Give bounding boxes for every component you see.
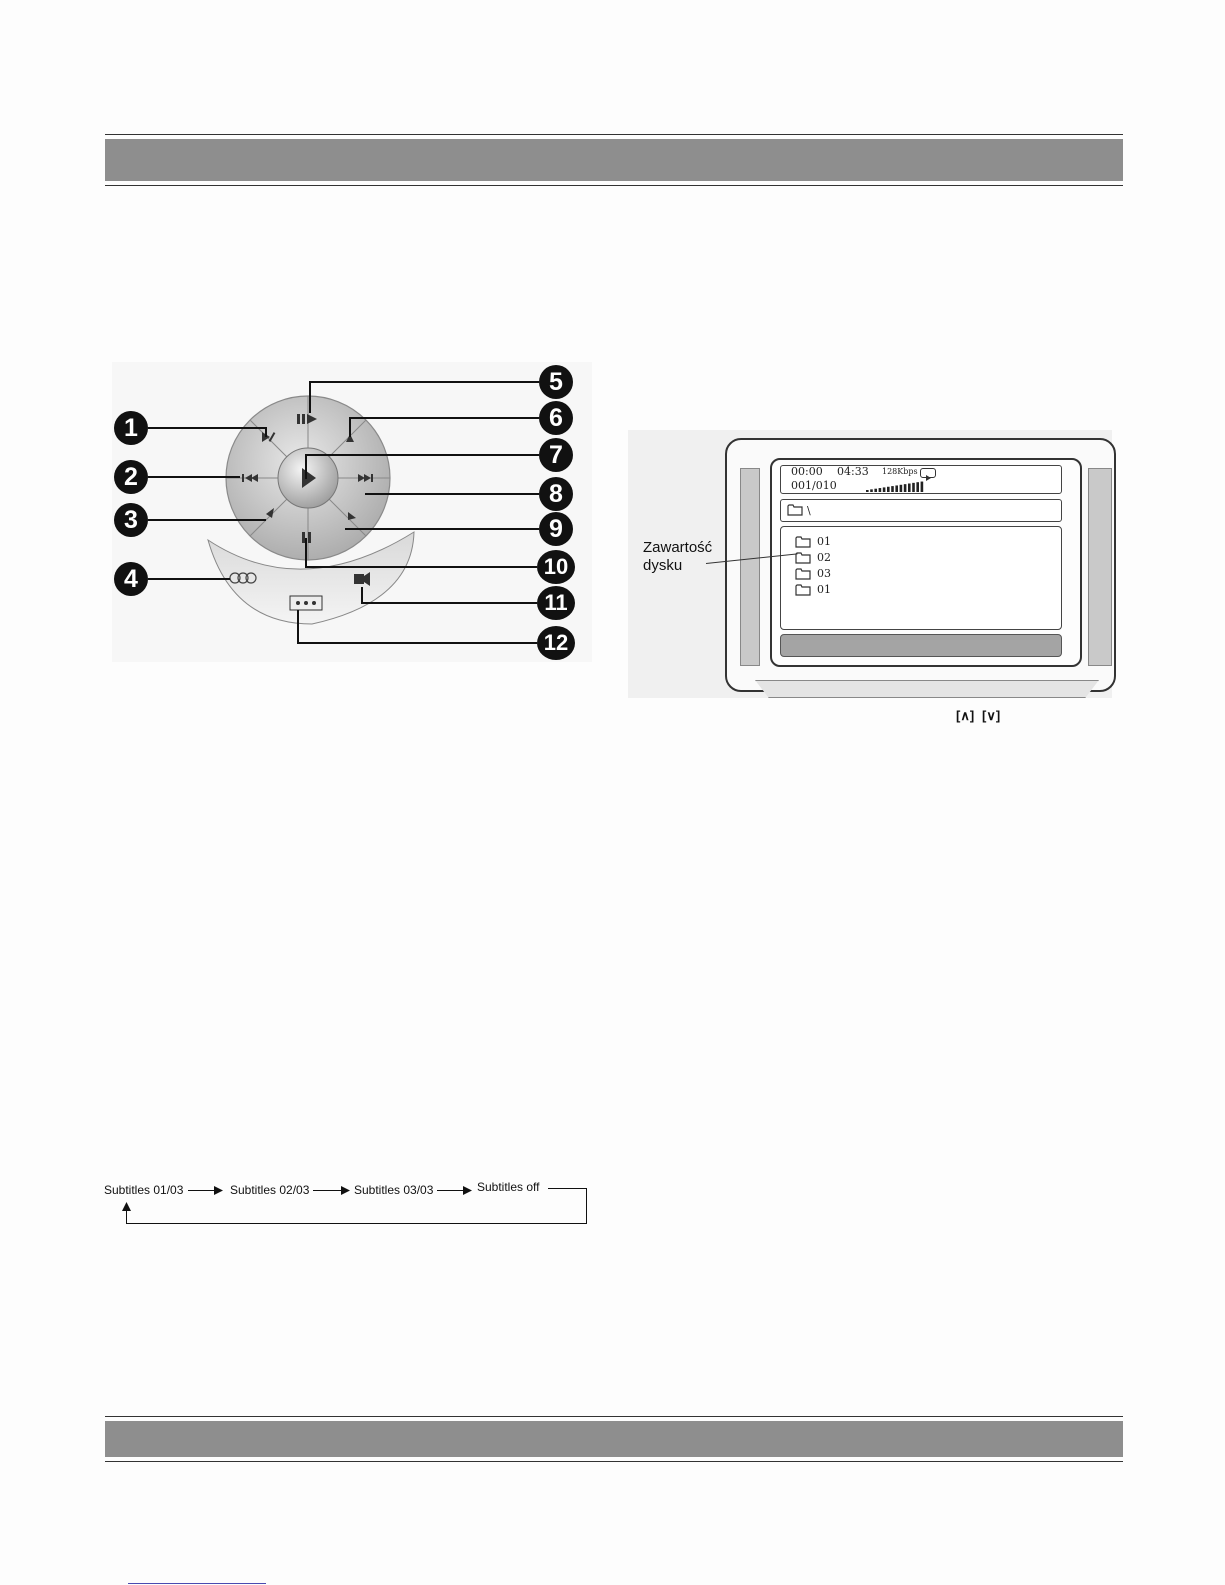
arrowhead-up-icon xyxy=(122,1202,131,1211)
volume-bar xyxy=(866,490,869,492)
leader-line-5 xyxy=(309,381,539,383)
callout-4: 4 xyxy=(114,562,148,596)
leader-line-9 xyxy=(345,528,539,530)
bitrate: 128Kbps xyxy=(882,467,918,476)
leader-line-1 xyxy=(148,427,266,429)
disk-label-line2: dysku xyxy=(643,557,683,574)
leader-line-10-rise xyxy=(305,538,307,566)
callout-3: 3 xyxy=(114,503,148,537)
folder-icon xyxy=(795,567,811,580)
folder-icon xyxy=(795,583,811,596)
control-dial-figure xyxy=(112,362,592,662)
leader-line-12-rise xyxy=(297,610,299,642)
folder-icon xyxy=(787,503,803,521)
leader-line-1-drop xyxy=(265,427,267,437)
top-rule-upper xyxy=(105,134,1123,135)
footer-stub-rule xyxy=(128,1583,266,1584)
top-rule-lower xyxy=(105,185,1123,186)
tv-stand xyxy=(755,680,1099,698)
volume-bar xyxy=(891,486,894,492)
flow-return-top xyxy=(548,1188,586,1189)
volume-bar xyxy=(879,488,882,492)
control-dial-drawing xyxy=(112,362,592,662)
time-total: 04:33 xyxy=(837,465,869,478)
track-counter: 001/010 xyxy=(791,479,837,492)
leader-line-6-drop xyxy=(349,417,351,437)
folder-item-2[interactable] xyxy=(795,550,831,564)
leader-line-7-drop xyxy=(305,454,307,479)
callout-10: 10 xyxy=(537,550,575,584)
leader-line-7 xyxy=(305,454,539,456)
nav-key-up: [∧] xyxy=(956,708,975,723)
arrowhead-icon xyxy=(214,1186,223,1195)
leader-line-11-rise xyxy=(361,587,363,602)
time-elapsed: 00:00 xyxy=(791,465,823,478)
flow-return-bottom xyxy=(126,1223,587,1224)
folder-item-1[interactable] xyxy=(795,534,831,548)
subtitle-step-4: Subtitles off xyxy=(477,1180,540,1194)
flow-arrow-3 xyxy=(437,1190,465,1191)
callout-1: 1 xyxy=(114,411,148,445)
flow-return-right xyxy=(586,1188,587,1223)
flow-arrow-1 xyxy=(188,1190,216,1191)
volume-bar xyxy=(874,489,877,492)
arrowhead-icon xyxy=(463,1186,472,1195)
path-box xyxy=(780,499,1062,522)
volume-bars-drawing xyxy=(866,481,926,492)
folder-icon xyxy=(795,535,811,548)
play-mode-icon xyxy=(920,468,936,478)
folder-name: 01 xyxy=(817,582,831,596)
folder-name: 02 xyxy=(817,550,831,564)
callout-5: 5 xyxy=(539,365,573,399)
leader-line-3 xyxy=(148,519,266,521)
callout-2: 2 xyxy=(114,460,148,494)
leader-line-5-drop xyxy=(309,381,311,413)
folder-name: 01 xyxy=(817,534,831,548)
current-path: \ xyxy=(807,504,811,517)
top-header-bar xyxy=(105,139,1123,181)
leader-line-12 xyxy=(297,642,537,644)
nav-key-down: [∨] xyxy=(982,708,1001,723)
callout-11: 11 xyxy=(537,586,575,620)
volume-bar xyxy=(900,485,903,492)
callout-6: 6 xyxy=(539,401,573,435)
flow-arrow-2 xyxy=(313,1190,343,1191)
subtitle-step-1: Subtitles 01/03 xyxy=(104,1183,184,1197)
callout-7: 7 xyxy=(539,438,573,472)
callout-8: 8 xyxy=(539,477,573,511)
leader-line-6 xyxy=(349,417,539,419)
leader-line-2 xyxy=(148,476,240,478)
tv-side-panel-right xyxy=(1088,468,1112,666)
volume-bar xyxy=(883,487,886,492)
tv-side-panel-left xyxy=(740,468,760,666)
screen-bottom-bar xyxy=(780,634,1062,657)
bottom-header-bar xyxy=(105,1421,1123,1457)
arrowhead-icon xyxy=(341,1186,350,1195)
leader-line-11 xyxy=(361,602,537,604)
bottom-rule-lower xyxy=(105,1461,1123,1462)
subtitle-step-2: Subtitles 02/03 xyxy=(230,1183,310,1197)
folder-item-3[interactable] xyxy=(795,566,831,580)
volume-bar xyxy=(921,482,924,492)
leader-line-8 xyxy=(365,493,539,495)
folder-item-4[interactable] xyxy=(795,582,831,596)
folder-name: 03 xyxy=(817,566,831,580)
volume-bar xyxy=(895,485,898,492)
bottom-rule-upper xyxy=(105,1416,1123,1417)
volume-bar xyxy=(916,482,919,492)
volume-bar xyxy=(908,484,911,493)
subtitle-step-3: Subtitles 03/03 xyxy=(354,1183,434,1197)
leader-line-4 xyxy=(148,578,230,580)
volume-bar xyxy=(870,489,873,492)
volume-bar xyxy=(904,484,907,492)
volume-bar xyxy=(912,483,915,492)
disk-label-line1: Zawartość xyxy=(643,539,713,556)
leader-line-10 xyxy=(305,566,537,568)
volume-bar xyxy=(887,487,890,492)
volume-bars xyxy=(866,479,926,490)
callout-9: 9 xyxy=(539,512,573,546)
callout-12: 12 xyxy=(537,626,575,660)
